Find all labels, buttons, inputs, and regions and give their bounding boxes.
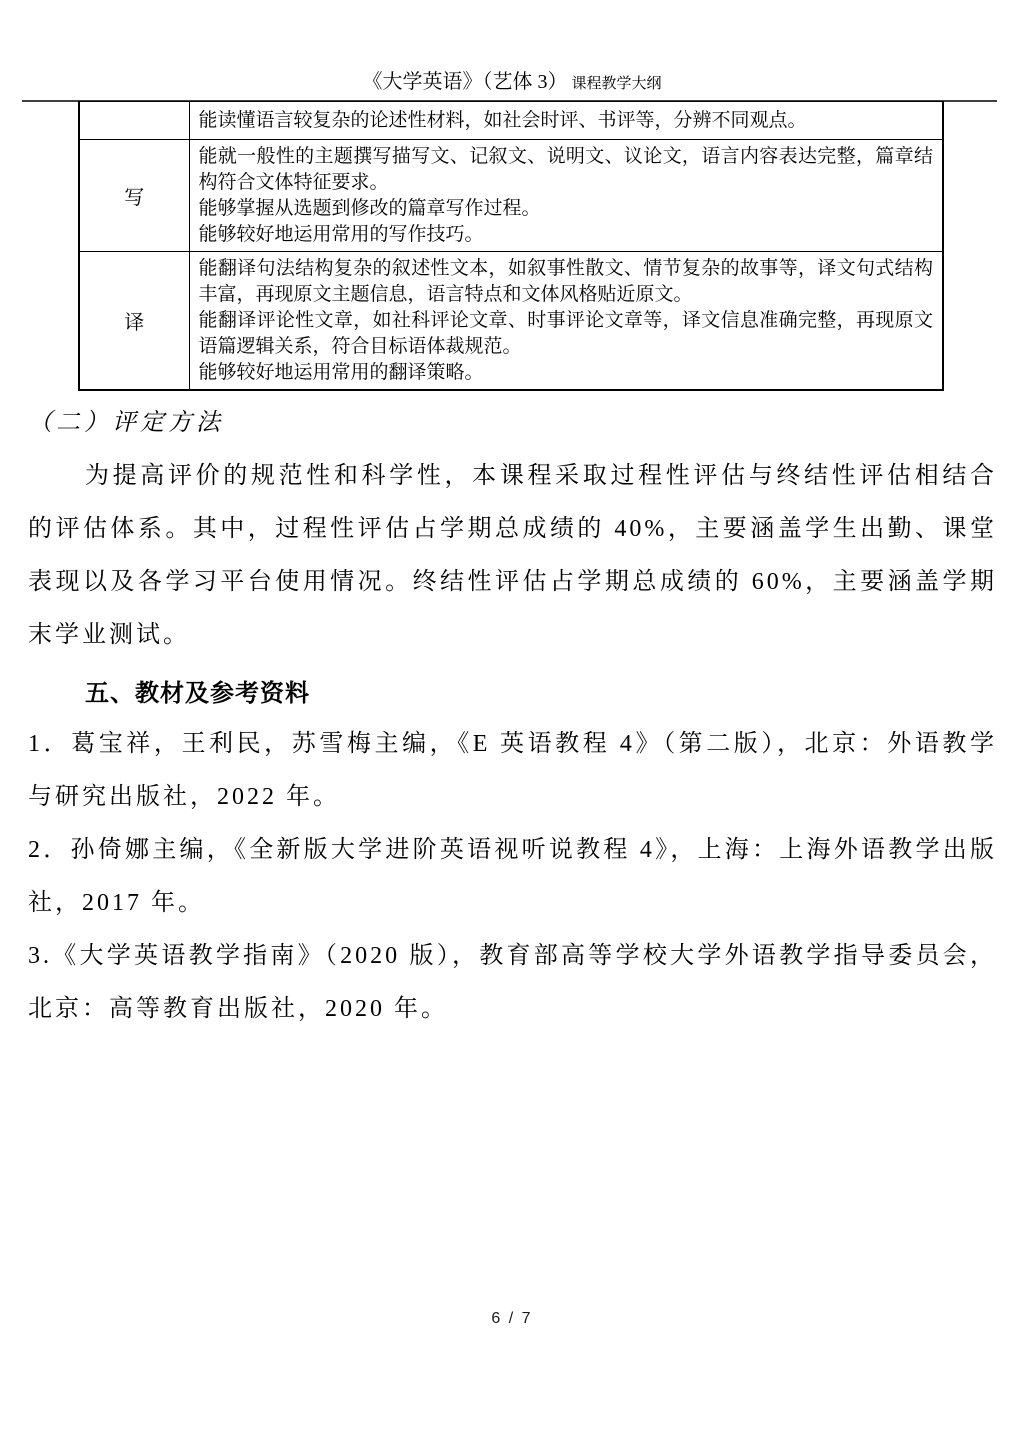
skills-table bbox=[78, 101, 944, 391]
evaluation-paragraph: 为提高评价的规范性和科学性，本课程采取过程性评估与终结性评估相结合的评估体系。其中，过程性评估占学期总成绩的 40%，主要涵盖学生出勤、课堂表现以及各学习平台使用情况。终结性评估占学期总成绩的 60%，主要涵盖学期末学业测试。 bbox=[28, 463, 997, 648]
row-label bbox=[79, 102, 189, 140]
reference-list bbox=[28, 718, 997, 1036]
reference-item: 2．孙倚娜主编，《全新版大学进阶英语视听说教程 4》，上海：上海外语教学出版社，2017 年。 bbox=[28, 837, 997, 916]
row-label: 写 bbox=[79, 140, 189, 252]
content-paragraph: 能读懂语言较复杂的论述性材料，如社会时评、书评等，分辨不同观点。 bbox=[198, 110, 807, 131]
row-content bbox=[189, 140, 943, 252]
row-label: 译 bbox=[79, 252, 189, 391]
content-paragraph: 能就一般性的主题撰写描写文、记叙文、说明文、议论文，语言内容表达完整，篇章结构符合文体特征要求。 bbox=[198, 146, 933, 193]
page-header bbox=[0, 0, 1024, 97]
content-paragraph: 能够较好地运用常用的翻译策略。 bbox=[198, 362, 484, 383]
content-paragraph: 能够较好地运用常用的写作技巧。 bbox=[198, 224, 484, 245]
section-heading-evaluation: （二）评定方法 bbox=[28, 410, 224, 436]
row-content bbox=[189, 252, 943, 391]
row-content bbox=[189, 102, 943, 140]
section-heading-materials: 五、教材及参考资料 bbox=[85, 680, 310, 707]
document-title: 《大学英语》（艺体 3） bbox=[362, 71, 568, 93]
content-paragraph: 能够掌握从选题到修改的篇章写作过程。 bbox=[198, 198, 541, 219]
reference-item: 1．葛宝祥，王利民，苏雪梅主编，《E 英语教程 4》（第二版），北京：外语教学与研究出版社，2022 年。 bbox=[28, 731, 997, 810]
document-subtitle: 课程教学大纲 bbox=[571, 75, 662, 92]
table-row bbox=[79, 252, 943, 391]
reference-item: 3.《大学英语教学指南》（2020 版），教育部高等学校大学外语教学指导委员会，北京：高等教育出版社，2020 年。 bbox=[28, 943, 997, 1022]
table-row bbox=[79, 140, 943, 252]
table-row bbox=[79, 102, 943, 140]
document-body bbox=[0, 406, 1024, 1036]
content-paragraph: 能翻译评论性文章，如社科评论文章、时事评论文章等，译文信息准确完整，再现原文语篇逻辑关系，符合目标语体裁规范。 bbox=[198, 310, 933, 357]
page-number: 6 / 7 bbox=[491, 1310, 533, 1327]
content-paragraph: 能翻译句法结构复杂的叙述性文本，如叙事性散文、情节复杂的故事等，译文句式结构丰富，再现原文主题信息，语言特点和文体风格贴近原文。 bbox=[198, 258, 933, 305]
